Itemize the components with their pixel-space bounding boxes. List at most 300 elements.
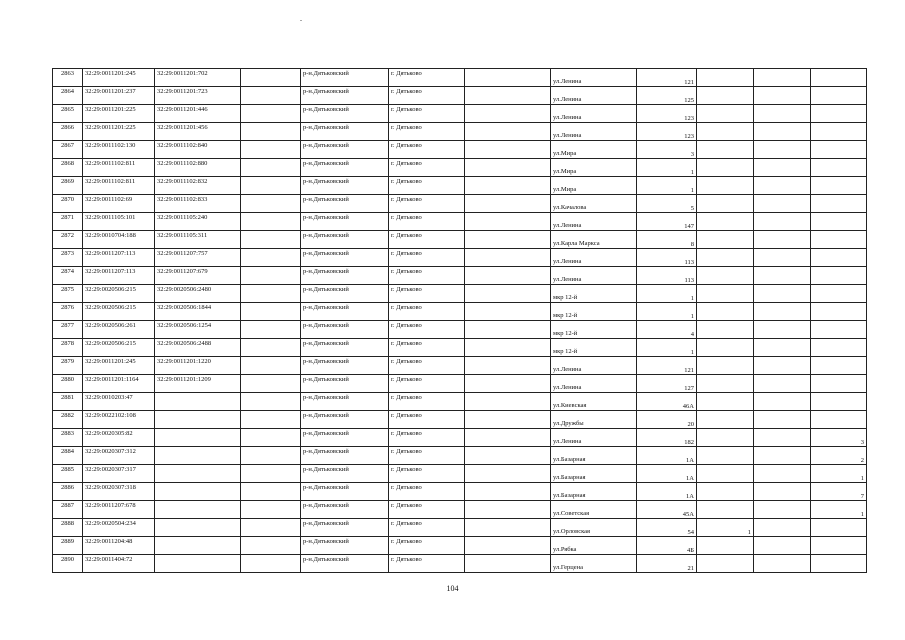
city-cell: г. Дятьково: [389, 141, 465, 159]
house-number-cell: 21: [637, 555, 697, 573]
extra-value-cell: [811, 249, 867, 267]
city-cell: г. Дятьково: [389, 231, 465, 249]
extra-value-cell: [811, 321, 867, 339]
blank-cell: [465, 465, 551, 483]
street-cell: мкр 12-й: [551, 339, 637, 357]
object-cadastral-number: 32:29:0011102:832: [155, 177, 241, 195]
district-cell: р-н.Дятьковский: [301, 141, 389, 159]
street-cell: ул.Базарная: [551, 465, 637, 483]
table-row: [53, 519, 867, 537]
house-number-cell: 1А: [637, 447, 697, 465]
extra-value-cell: [697, 393, 754, 411]
table-row: [53, 195, 867, 213]
house-number-cell: 54: [637, 519, 697, 537]
blank-cell: [465, 159, 551, 177]
blank-cell: [754, 87, 811, 105]
extra-value-cell: [697, 177, 754, 195]
house-number-cell: 182: [637, 429, 697, 447]
blank-cell: [241, 267, 301, 285]
table-row: [53, 465, 867, 483]
extra-value-cell: [697, 411, 754, 429]
blank-cell: [754, 501, 811, 519]
extra-value-cell: [697, 213, 754, 231]
row-number: 2875: [53, 285, 83, 303]
cadastral-number: 32:29:0011404:72: [83, 555, 155, 573]
street-cell: ул.Карла Маркса: [551, 231, 637, 249]
city-cell: г. Дятьково: [389, 357, 465, 375]
row-number: 2887: [53, 501, 83, 519]
object-cadastral-number: [155, 447, 241, 465]
row-number: 2885: [53, 465, 83, 483]
object-cadastral-number: 32:29:0011105:311: [155, 231, 241, 249]
table-row: [53, 177, 867, 195]
blank-cell: [241, 519, 301, 537]
street-cell: мкр 12-й: [551, 321, 637, 339]
street-cell: ул.Ленина: [551, 123, 637, 141]
blank-cell: [754, 447, 811, 465]
cadastral-number: 32:29:0020506:215: [83, 285, 155, 303]
house-number-cell: 113: [637, 249, 697, 267]
street-cell: ул.Ленина: [551, 213, 637, 231]
district-cell: р-н.Дятьковский: [301, 267, 389, 285]
cadastral-number: 32:29:0011201:1164: [83, 375, 155, 393]
blank-cell: [241, 375, 301, 393]
table-row: [53, 159, 867, 177]
district-cell: р-н.Дятьковский: [301, 69, 389, 87]
blank-cell: [754, 69, 811, 87]
blank-cell: [465, 177, 551, 195]
street-cell: ул.Ленина: [551, 429, 637, 447]
blank-cell: [465, 537, 551, 555]
blank-cell: [241, 465, 301, 483]
district-cell: р-н.Дятьковский: [301, 465, 389, 483]
cadastral-number: 32:29:0011207:113: [83, 249, 155, 267]
extra-value-cell: [697, 267, 754, 285]
cadastral-number: 32:29:0011201:225: [83, 123, 155, 141]
object-cadastral-number: [155, 411, 241, 429]
district-cell: р-н.Дятьковский: [301, 393, 389, 411]
extra-value-cell: [811, 339, 867, 357]
blank-cell: [465, 339, 551, 357]
table-row: [53, 267, 867, 285]
blank-cell: [465, 393, 551, 411]
object-cadastral-number: 32:29:0011207:679: [155, 267, 241, 285]
district-cell: р-н.Дятьковский: [301, 231, 389, 249]
city-cell: г. Дятьково: [389, 447, 465, 465]
house-number-cell: 123: [637, 123, 697, 141]
city-cell: г. Дятьково: [389, 285, 465, 303]
blank-cell: [465, 411, 551, 429]
object-cadastral-number: 32:29:0020506:1844: [155, 303, 241, 321]
blank-cell: [241, 555, 301, 573]
object-cadastral-number: [155, 465, 241, 483]
object-cadastral-number: 32:29:0020506:2488: [155, 339, 241, 357]
blank-cell: [241, 141, 301, 159]
object-cadastral-number: [155, 429, 241, 447]
extra-value-cell: [697, 303, 754, 321]
city-cell: г. Дятьково: [389, 87, 465, 105]
row-number: 2882: [53, 411, 83, 429]
street-cell: мкр 12-й: [551, 285, 637, 303]
blank-cell: [465, 123, 551, 141]
cadastral-number: 32:29:0011102:130: [83, 141, 155, 159]
house-number-cell: 5: [637, 195, 697, 213]
extra-value-cell: [697, 447, 754, 465]
street-cell: ул.Киевская: [551, 393, 637, 411]
blank-cell: [754, 465, 811, 483]
object-cadastral-number: 32:29:0020506:1254: [155, 321, 241, 339]
house-number-cell: 1: [637, 285, 697, 303]
object-cadastral-number: 32:29:0011102:833: [155, 195, 241, 213]
city-cell: г. Дятьково: [389, 123, 465, 141]
blank-cell: [465, 321, 551, 339]
blank-cell: [465, 105, 551, 123]
blank-cell: [754, 231, 811, 249]
blank-cell: [465, 195, 551, 213]
district-cell: р-н.Дятьковский: [301, 285, 389, 303]
cadastral-number: 32:29:0011204:48: [83, 537, 155, 555]
district-cell: р-н.Дятьковский: [301, 87, 389, 105]
extra-value-cell: [811, 159, 867, 177]
extra-value-cell: [697, 285, 754, 303]
blank-cell: [754, 411, 811, 429]
blank-cell: [754, 537, 811, 555]
house-number-cell: 127: [637, 375, 697, 393]
house-number-cell: 121: [637, 69, 697, 87]
blank-cell: [241, 249, 301, 267]
district-cell: р-н.Дятьковский: [301, 159, 389, 177]
house-number-cell: 113: [637, 267, 697, 285]
city-cell: г. Дятьково: [389, 501, 465, 519]
cadastral-number: 32:29:0011201:245: [83, 357, 155, 375]
extra-value-cell: [811, 267, 867, 285]
blank-cell: [465, 141, 551, 159]
row-number: 2869: [53, 177, 83, 195]
cadastral-number: 32:29:0010203:47: [83, 393, 155, 411]
blank-cell: [465, 375, 551, 393]
blank-cell: [754, 141, 811, 159]
extra-value-cell: [697, 159, 754, 177]
blank-cell: [465, 267, 551, 285]
blank-cell: [465, 87, 551, 105]
extra-value-cell: [697, 339, 754, 357]
district-cell: р-н.Дятьковский: [301, 213, 389, 231]
house-number-cell: 8: [637, 231, 697, 249]
extra-value-cell: [697, 123, 754, 141]
house-number-cell: 46А: [637, 393, 697, 411]
table-row: [53, 123, 867, 141]
object-cadastral-number: 32:29:0011105:240: [155, 213, 241, 231]
street-cell: ул.Ленина: [551, 69, 637, 87]
city-cell: г. Дятьково: [389, 483, 465, 501]
street-cell: ул.Качалова: [551, 195, 637, 213]
blank-cell: [241, 303, 301, 321]
blank-cell: [465, 483, 551, 501]
table-row: [53, 249, 867, 267]
blank-cell: [754, 357, 811, 375]
blank-cell: [754, 339, 811, 357]
row-number: 2873: [53, 249, 83, 267]
street-cell: ул.Советская: [551, 501, 637, 519]
extra-value-cell: [811, 375, 867, 393]
street-cell: ул.Базарная: [551, 447, 637, 465]
house-number-cell: 121: [637, 357, 697, 375]
table-row: [53, 555, 867, 573]
extra-value-cell: [811, 555, 867, 573]
object-cadastral-number: 32:29:0011201:456: [155, 123, 241, 141]
cadastral-number: 32:29:0011201:225: [83, 105, 155, 123]
city-cell: г. Дятьково: [389, 537, 465, 555]
row-number: 2865: [53, 105, 83, 123]
city-cell: г. Дятьково: [389, 249, 465, 267]
street-cell: ул.Рябка: [551, 537, 637, 555]
extra-value-cell: 1: [811, 501, 867, 519]
blank-cell: [754, 483, 811, 501]
blank-cell: [754, 159, 811, 177]
street-cell: ул.Ленина: [551, 267, 637, 285]
extra-value-cell: [697, 249, 754, 267]
extra-value-cell: [811, 285, 867, 303]
cadastral-number: 32:29:0020305:82: [83, 429, 155, 447]
blank-cell: [754, 285, 811, 303]
table-row: [53, 339, 867, 357]
property-register-table: [52, 68, 867, 573]
extra-value-cell: [697, 105, 754, 123]
blank-cell: [754, 519, 811, 537]
blank-cell: [465, 69, 551, 87]
street-cell: ул.Ленина: [551, 357, 637, 375]
table-row: [53, 393, 867, 411]
blank-cell: [241, 339, 301, 357]
extra-value-cell: [697, 357, 754, 375]
street-cell: ул.Ленина: [551, 105, 637, 123]
house-number-cell: 123: [637, 105, 697, 123]
blank-cell: [241, 393, 301, 411]
cadastral-number: 32:29:0020307:317: [83, 465, 155, 483]
extra-value-cell: [697, 231, 754, 249]
blank-cell: [754, 105, 811, 123]
extra-value-cell: [811, 231, 867, 249]
row-number: 2868: [53, 159, 83, 177]
blank-cell: [754, 393, 811, 411]
blank-cell: [241, 159, 301, 177]
blank-cell: [465, 213, 551, 231]
blank-cell: [754, 249, 811, 267]
house-number-cell: 1А: [637, 483, 697, 501]
extra-value-cell: [697, 537, 754, 555]
object-cadastral-number: [155, 555, 241, 573]
row-number: 2874: [53, 267, 83, 285]
extra-value-cell: [697, 69, 754, 87]
district-cell: р-н.Дятьковский: [301, 519, 389, 537]
table-row: [53, 69, 867, 87]
city-cell: г. Дятьково: [389, 465, 465, 483]
row-number: 2863: [53, 69, 83, 87]
extra-value-cell: 3: [811, 429, 867, 447]
cadastral-number: 32:29:0020504:234: [83, 519, 155, 537]
blank-cell: [754, 555, 811, 573]
house-number-cell: 1: [637, 303, 697, 321]
row-number: 2870: [53, 195, 83, 213]
cadastral-number: 32:29:0011105:101: [83, 213, 155, 231]
blank-cell: [465, 447, 551, 465]
extra-value-cell: [697, 555, 754, 573]
object-cadastral-number: 32:29:0011201:446: [155, 105, 241, 123]
extra-value-cell: [697, 429, 754, 447]
blank-cell: [754, 303, 811, 321]
table-row: [53, 87, 867, 105]
district-cell: р-н.Дятьковский: [301, 339, 389, 357]
object-cadastral-number: 32:29:0011102:840: [155, 141, 241, 159]
city-cell: г. Дятьково: [389, 213, 465, 231]
object-cadastral-number: 32:29:0011102:880: [155, 159, 241, 177]
blank-cell: [754, 429, 811, 447]
table-row: [53, 483, 867, 501]
blank-cell: [754, 267, 811, 285]
district-cell: р-н.Дятьковский: [301, 537, 389, 555]
blank-cell: [754, 321, 811, 339]
district-cell: р-н.Дятьковский: [301, 249, 389, 267]
house-number-cell: 20: [637, 411, 697, 429]
blank-cell: [241, 429, 301, 447]
table-row: [53, 375, 867, 393]
street-cell: ул.Ленина: [551, 87, 637, 105]
street-cell: ул.Мира: [551, 141, 637, 159]
house-number-cell: 1А: [637, 465, 697, 483]
extra-value-cell: [811, 519, 867, 537]
row-number: 2867: [53, 141, 83, 159]
object-cadastral-number: 32:29:0011207:757: [155, 249, 241, 267]
city-cell: г. Дятьково: [389, 339, 465, 357]
cadastral-number: 32:29:0011207:678: [83, 501, 155, 519]
street-cell: ул.Герцена: [551, 555, 637, 573]
row-number: 2880: [53, 375, 83, 393]
cadastral-number: 32:29:0011207:113: [83, 267, 155, 285]
cadastral-number: 32:29:0020307:312: [83, 447, 155, 465]
city-cell: г. Дятьково: [389, 105, 465, 123]
extra-value-cell: 1: [697, 519, 754, 537]
blank-cell: [241, 285, 301, 303]
cadastral-number: 32:29:0011102:811: [83, 177, 155, 195]
extra-value-cell: [697, 141, 754, 159]
extra-value-cell: [811, 69, 867, 87]
table-body: [53, 69, 867, 573]
blank-cell: [754, 195, 811, 213]
blank-cell: [241, 177, 301, 195]
blank-cell: [465, 555, 551, 573]
district-cell: р-н.Дятьковский: [301, 429, 389, 447]
table-row: [53, 231, 867, 249]
blank-cell: [465, 501, 551, 519]
city-cell: г. Дятьково: [389, 519, 465, 537]
cadastral-number: 32:29:0011201:237: [83, 87, 155, 105]
district-cell: р-н.Дятьковский: [301, 357, 389, 375]
district-cell: р-н.Дятьковский: [301, 321, 389, 339]
extra-value-cell: [811, 141, 867, 159]
extra-value-cell: [811, 195, 867, 213]
blank-cell: [465, 231, 551, 249]
street-cell: ул.Мира: [551, 159, 637, 177]
extra-value-cell: [811, 123, 867, 141]
blank-cell: [241, 483, 301, 501]
blank-cell: [465, 429, 551, 447]
district-cell: р-н.Дятьковский: [301, 411, 389, 429]
extra-value-cell: [697, 87, 754, 105]
blank-cell: [241, 105, 301, 123]
city-cell: г. Дятьково: [389, 267, 465, 285]
row-number: 2876: [53, 303, 83, 321]
city-cell: г. Дятьково: [389, 69, 465, 87]
extra-value-cell: 1: [811, 465, 867, 483]
blank-cell: [241, 357, 301, 375]
house-number-cell: 45А: [637, 501, 697, 519]
blank-cell: [241, 537, 301, 555]
city-cell: г. Дятьково: [389, 429, 465, 447]
object-cadastral-number: [155, 519, 241, 537]
blank-cell: [241, 69, 301, 87]
extra-value-cell: [697, 321, 754, 339]
blank-cell: [241, 195, 301, 213]
extra-value-cell: [811, 105, 867, 123]
extra-value-cell: [811, 357, 867, 375]
house-number-cell: 147: [637, 213, 697, 231]
row-number: 2889: [53, 537, 83, 555]
object-cadastral-number: 32:29:0011201:702: [155, 69, 241, 87]
extra-value-cell: [811, 393, 867, 411]
blank-cell: [241, 321, 301, 339]
extra-value-cell: [811, 303, 867, 321]
table-row: [53, 447, 867, 465]
extra-value-cell: 2: [811, 447, 867, 465]
table-row: [53, 411, 867, 429]
district-cell: р-н.Дятьковский: [301, 105, 389, 123]
district-cell: р-н.Дятьковский: [301, 375, 389, 393]
city-cell: г. Дятьково: [389, 303, 465, 321]
blank-cell: [465, 357, 551, 375]
object-cadastral-number: 32:29:0020506:2480: [155, 285, 241, 303]
street-cell: ул.Базарная: [551, 483, 637, 501]
city-cell: г. Дятьково: [389, 411, 465, 429]
table-row: [53, 429, 867, 447]
extra-value-cell: [697, 465, 754, 483]
house-number-cell: 1: [637, 339, 697, 357]
cadastral-number: 32:29:0020506:261: [83, 321, 155, 339]
district-cell: р-н.Дятьковский: [301, 501, 389, 519]
city-cell: г. Дятьково: [389, 555, 465, 573]
cadastral-number: 32:29:0011201:245: [83, 69, 155, 87]
extra-value-cell: [811, 87, 867, 105]
house-number-cell: 4Б: [637, 537, 697, 555]
blank-cell: [754, 177, 811, 195]
street-cell: ул.Мира: [551, 177, 637, 195]
extra-value-cell: [811, 537, 867, 555]
object-cadastral-number: [155, 483, 241, 501]
house-number-cell: 1: [637, 177, 697, 195]
street-cell: мкр 12-й: [551, 303, 637, 321]
blank-cell: [241, 213, 301, 231]
district-cell: р-н.Дятьковский: [301, 303, 389, 321]
city-cell: г. Дятьково: [389, 375, 465, 393]
district-cell: р-н.Дятьковский: [301, 483, 389, 501]
row-number: 2866: [53, 123, 83, 141]
blank-cell: [754, 123, 811, 141]
table-row: [53, 213, 867, 231]
row-number: 2881: [53, 393, 83, 411]
street-cell: ул.Ленина: [551, 249, 637, 267]
row-number: 2886: [53, 483, 83, 501]
table-row: [53, 501, 867, 519]
extra-value-cell: [697, 195, 754, 213]
